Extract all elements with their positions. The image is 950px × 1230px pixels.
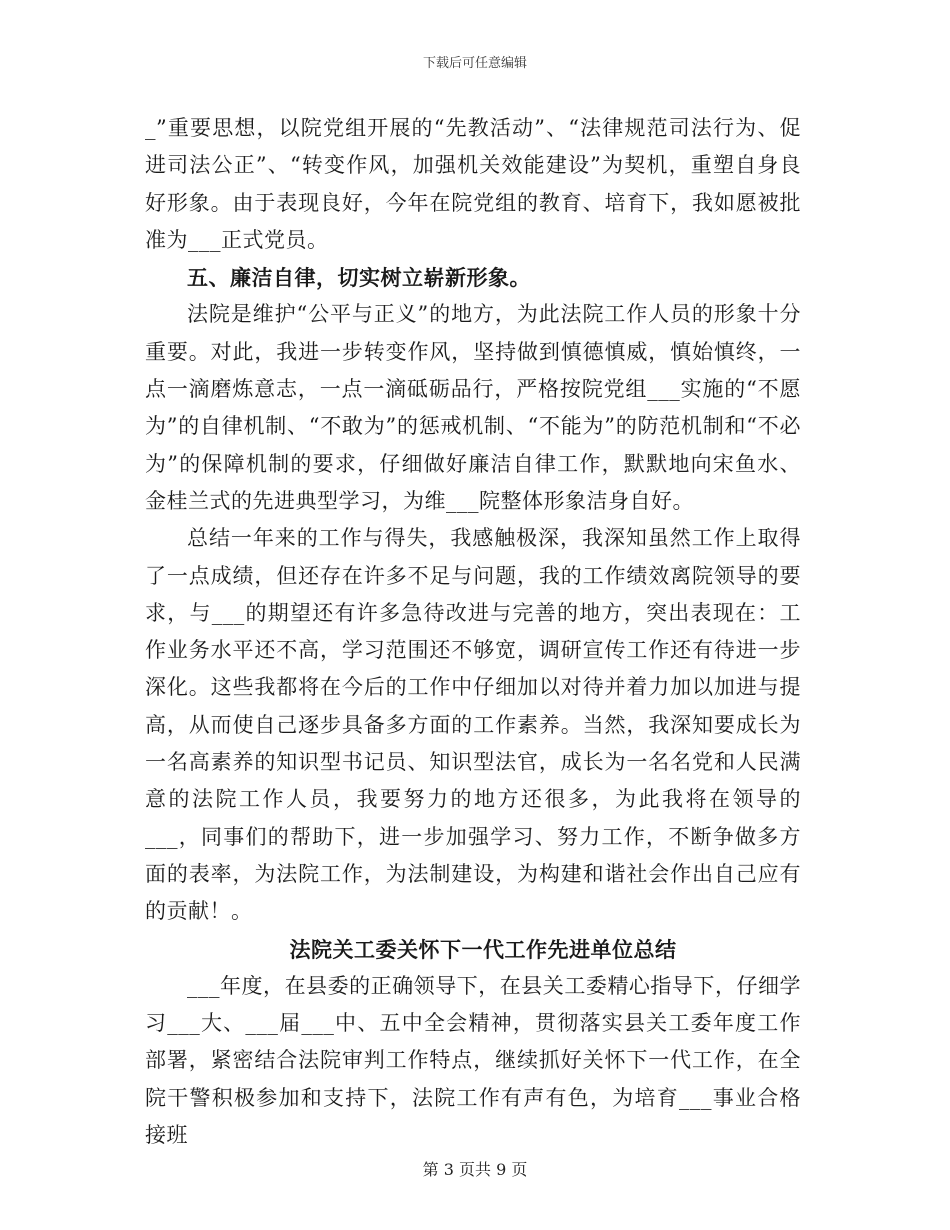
document-title-2: 法院关工委关怀下一代工作先进单位总结 (289, 936, 677, 962)
page-header-note: 下载后可任意编辑 (422, 56, 527, 71)
section-heading-5: 五、廉洁自律，切实树立崭新形象。 (187, 265, 531, 291)
paragraph-4: ___年度，在县委的正确领导下，在县关工委精心指导下，仔细学习___大、___届___中、五中全会精神，贯彻落实县关工委年度工作部署，紧密结合法院审判工作特点，继续抓好关怀下一代工作，在全院干警积极参加和支持下，法院工作有声有色，为培育___事业合格接班 (145, 973, 801, 1148)
page-number: 第 3 页共 9 页 (422, 1160, 528, 1179)
paragraph-3: 总结一年来的工作与得失，我感触极深，我深知虽然工作上取得了一点成绩，但还存在许多不足与问题，我的工作绩效离院领导的要求，与___的期望还有许多急待改进与完善的地方，突出表现在：工作业务水平还不高，学习范围还不够宽，调研宣传工作还有待进一步深化。这些我都将在今后的工作中仔细加以对待并着力加以加进与提高，从而使自己逐步具备多方面的工作素养。当然，我深知要成长为一名高素养的知识型书记员、知识型法官，成长为一名名党和人民满意的法院工作人员，我要努力的地方还很多，为此我将在领导的___，同事们的帮助下，进一步加强学习、努力工作，不断争做多方面的表率，为法院工作，为法制建设，为构建和谐社会作出自己应有的贡献！。 (145, 526, 801, 924)
paragraph-2: 法院是维护“公平与正义”的地方，为此法院工作人员的形象十分重要。对此，我进一步转变作风，坚持做到慎德慎威，慎始慎终，一点一滴磨炼意志，一点一滴砥砺品行，严格按院党组___实施的“不愿为”的自律机制、“不敢为”的惩戒机制、“不能为”的防范机制和“不必为”的保障机制的要求，仔细做好廉洁自律工作，默默地向宋鱼水、金桂兰式的先进典型学习，为维___院整体形象洁身自好。 (145, 302, 801, 513)
document-body (145, 110, 801, 1154)
paragraph-1: _”重要思想，以院党组开展的“先教活动”、“法律规范司法行为、促进司法公正”、“转变作风，加强机关效能建设”为契机，重塑自身良好形象。由于表现良好，今年在院党组的教育、培育下，我如愿被批准为___正式党员。 (145, 116, 801, 252)
